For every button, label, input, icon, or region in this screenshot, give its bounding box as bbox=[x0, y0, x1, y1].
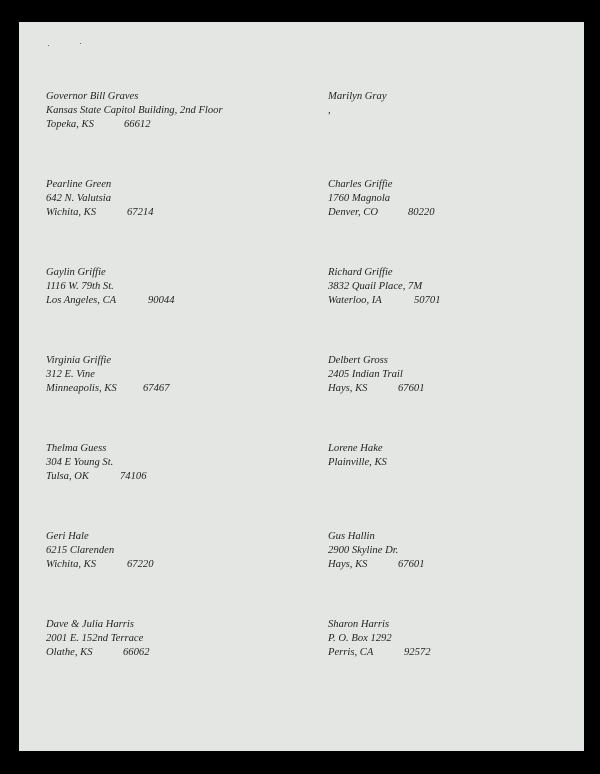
recipient-name: Dave & Julia Harris bbox=[46, 619, 134, 630]
recipient-name: Geri Hale bbox=[46, 531, 89, 542]
zip-code: 66062 bbox=[123, 647, 150, 658]
street-address: 642 N. Valutsia bbox=[46, 193, 112, 204]
recipient-name: Pearline Green bbox=[46, 179, 112, 190]
paper-sheet bbox=[19, 22, 584, 751]
street-address: 3832 Quail Place, 7M bbox=[328, 281, 423, 292]
city-state: Wichita, KS bbox=[46, 559, 97, 570]
city-zip-line bbox=[46, 294, 175, 308]
recipient-name: Charles Griffie bbox=[328, 179, 393, 190]
street-address: 6215 Clarenden bbox=[46, 545, 115, 556]
zip-code: 92572 bbox=[404, 647, 431, 658]
city-state: Topeka, KS bbox=[46, 119, 94, 130]
zip-code: 67601 bbox=[398, 559, 425, 570]
recipient-name: Marilyn Gray bbox=[328, 91, 387, 102]
address-label bbox=[328, 90, 387, 118]
zip-code: 67214 bbox=[127, 207, 154, 218]
city-zip-line bbox=[46, 382, 170, 396]
city-state: Waterloo, IA bbox=[328, 295, 382, 306]
speck-mark bbox=[80, 43, 81, 44]
recipient-name: Lorene Hake bbox=[328, 443, 383, 454]
zip-code: 67220 bbox=[127, 559, 154, 570]
street-address: 2405 Indian Trail bbox=[328, 369, 403, 380]
address-label bbox=[328, 442, 387, 470]
city-state: Denver, CO bbox=[328, 207, 379, 218]
address-label bbox=[46, 530, 154, 572]
city-zip-line bbox=[328, 206, 435, 220]
city-state: Los Angeles, CA bbox=[46, 295, 117, 306]
city-zip-line bbox=[46, 646, 150, 660]
street-address: 2001 E. 152nd Terrace bbox=[46, 633, 144, 644]
zip-code: 66612 bbox=[124, 119, 151, 130]
city-zip-line bbox=[46, 206, 154, 220]
recipient-name: Thelma Guess bbox=[46, 443, 107, 454]
address-label bbox=[46, 178, 154, 220]
city-zip-line bbox=[46, 118, 223, 132]
city-state: Hays, KS bbox=[328, 383, 368, 394]
street-address: 2900 Skyline Dr. bbox=[328, 545, 399, 556]
recipient-name: Delbert Gross bbox=[328, 355, 388, 366]
speck-mark bbox=[48, 45, 49, 46]
street-address: , bbox=[328, 105, 331, 116]
city-state: Minneapolis, KS bbox=[46, 383, 117, 394]
address-label bbox=[328, 354, 425, 396]
zip-code: 80220 bbox=[408, 207, 435, 218]
address-label bbox=[328, 266, 441, 308]
address-label bbox=[46, 266, 175, 308]
address-label bbox=[328, 618, 431, 660]
recipient-name: Richard Griffie bbox=[328, 267, 393, 278]
zip-code: 74106 bbox=[120, 471, 147, 482]
city-zip-line bbox=[46, 470, 147, 484]
recipient-name: Gaylin Griffie bbox=[46, 267, 106, 278]
city-zip-line bbox=[328, 294, 441, 308]
street-address: Kansas State Capitol Building, 2nd Floor bbox=[46, 105, 223, 116]
recipient-name: Virginia Griffie bbox=[46, 355, 112, 366]
zip-code: 67467 bbox=[143, 383, 170, 394]
address-label bbox=[328, 178, 435, 220]
address-label bbox=[46, 618, 150, 660]
city-zip-line bbox=[328, 382, 425, 396]
address-label bbox=[46, 90, 223, 132]
city-zip-line bbox=[46, 558, 154, 572]
street-address: 304 E Young St. bbox=[46, 457, 114, 468]
street-address: Plainville, KS bbox=[328, 457, 387, 468]
city-state: Perris, CA bbox=[328, 647, 374, 658]
recipient-name: Gus Hallin bbox=[328, 531, 375, 542]
city-state: Hays, KS bbox=[328, 559, 368, 570]
city-state: Olathe, KS bbox=[46, 647, 93, 658]
city-zip-line bbox=[328, 646, 431, 660]
recipient-name: Governor Bill Graves bbox=[46, 91, 139, 102]
city-state: Wichita, KS bbox=[46, 207, 97, 218]
zip-code: 50701 bbox=[414, 295, 441, 306]
zip-code: 67601 bbox=[398, 383, 425, 394]
address-label bbox=[46, 354, 170, 396]
address-label bbox=[328, 530, 425, 572]
street-address: 1760 Magnola bbox=[328, 193, 391, 204]
city-state: Tulsa, OK bbox=[46, 471, 89, 482]
city-zip-line bbox=[328, 558, 425, 572]
address-label bbox=[46, 442, 147, 484]
street-address: 1116 W. 79th St. bbox=[46, 281, 114, 292]
zip-code: 90044 bbox=[148, 295, 175, 306]
street-address: P. O. Box 1292 bbox=[328, 633, 392, 644]
recipient-name: Sharon Harris bbox=[328, 619, 390, 630]
street-address: 312 E. Vine bbox=[46, 369, 95, 380]
